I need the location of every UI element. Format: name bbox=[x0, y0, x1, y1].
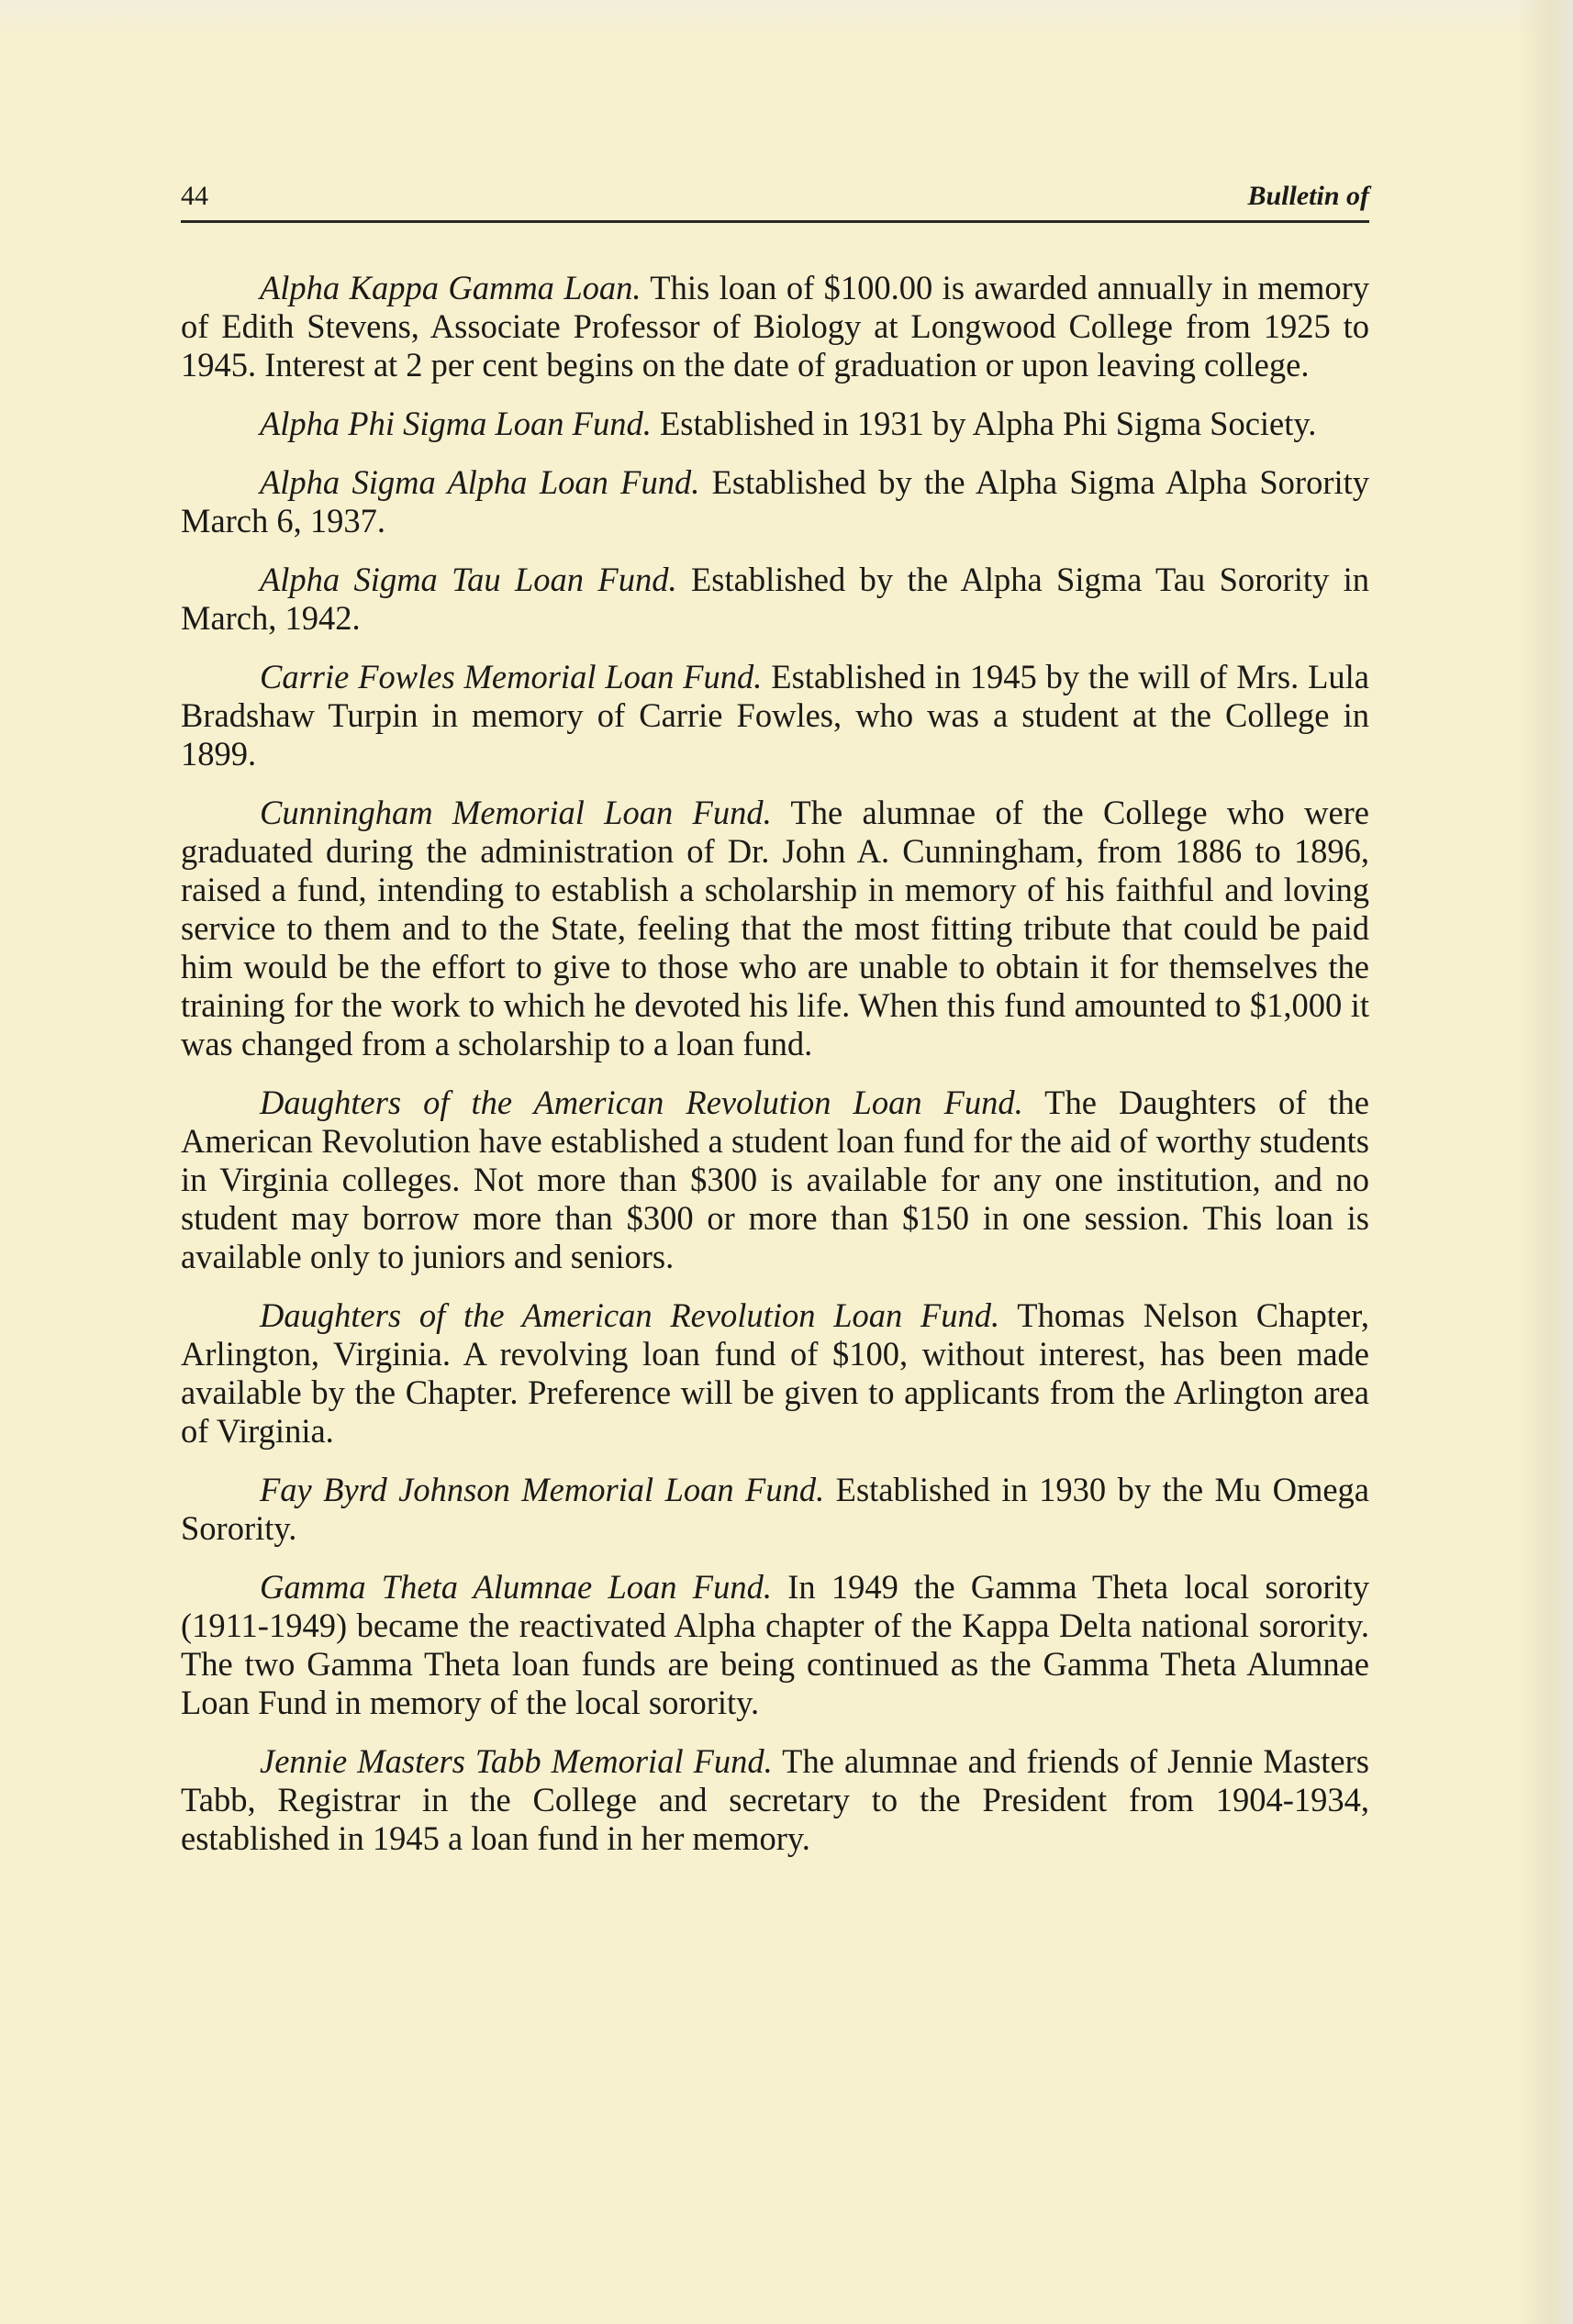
loan-entry bbox=[181, 1742, 1369, 1858]
entry-text: Established in 1931 by Alpha Phi Sigma Society. bbox=[659, 405, 1317, 442]
entry-text: The alumnae and friends of Jennie Masters Tabb, Registrar in the College and secretary to the President from 1904-1934, established in 1945 a loan fund in her memory. bbox=[181, 1742, 1369, 1857]
entry-text: This loan of $100.00 is awarded annually in memory of Edith Stevens, Associate Professor of Biology at Longwood College from 1925 to 1945. Interest at 2 per cent begins on the date of graduation or upon leaving college. bbox=[181, 269, 1369, 384]
entry-title: Alpha Kappa Gamma Loan. bbox=[260, 269, 641, 306]
entry-title: Gamma Theta Alumnae Loan Fund. bbox=[260, 1568, 772, 1606]
entry-text: Thomas Nelson Chapter, Arlington, Virginia. A revolving loan fund of $100, without interest, has been made available by the Chapter. Preference will be given to applicants from the Arlington area of Virginia. bbox=[181, 1296, 1369, 1450]
entry-text: In 1949 the Gamma Theta local sorority (1911-1949) became the reactivated Alpha chapter of the Kappa Delta national sorority. The two Gamma Theta loan funds are being continued as the Gamma Theta Alumnae Loan Fund in memory of the local sorority. bbox=[181, 1568, 1370, 1721]
entry-title: Cunningham Memorial Loan Fund. bbox=[260, 794, 772, 831]
entry-title: Alpha Phi Sigma Loan Fund. bbox=[260, 405, 652, 442]
entry-title: Carrie Fowles Memorial Loan Fund. bbox=[260, 658, 763, 695]
entry-title: Alpha Sigma Tau Loan Fund. bbox=[260, 561, 677, 598]
entry-text: Established in 1930 by the Mu Omega Sorority. bbox=[181, 1471, 1369, 1547]
entry-text: The alumnae of the College who were graduated during the administration of Dr. John A. Cunningham, from 1886 to 1896, raised a fund, intending to establish a scholarship in memory of his faithful and loving service to them and to the State, feeling that the most fitting tribute that could be paid him would be the effort to give to those who are unable to obtain it for themselves the training for the work to which he devoted his life. When this fund amounted to $1,000 it was changed from a scholarship to a loan fund. bbox=[181, 794, 1369, 1062]
entry-title: Daughters of the American Revolution Loan Fund. bbox=[260, 1296, 1000, 1334]
loan-entry bbox=[181, 1471, 1369, 1548]
page-right-edge-shadow bbox=[1518, 0, 1573, 2324]
entry-title: Jennie Masters Tabb Memorial Fund. bbox=[260, 1742, 773, 1780]
entry-title: Alpha Sigma Alpha Loan Fund. bbox=[260, 463, 700, 501]
loan-entry bbox=[181, 405, 1369, 443]
loan-entry bbox=[181, 269, 1369, 384]
entry-title: Fay Byrd Johnson Memorial Loan Fund. bbox=[260, 1471, 825, 1508]
entry-text: Established by the Alpha Sigma Tau Sorority in March, 1942. bbox=[181, 561, 1369, 637]
loan-entry bbox=[181, 794, 1369, 1063]
loan-entry bbox=[181, 463, 1369, 540]
entry-title: Daughters of the American Revolution Loan Fund. bbox=[260, 1084, 1023, 1121]
page-header bbox=[181, 174, 1369, 223]
loan-entry bbox=[181, 1084, 1369, 1276]
loan-entry bbox=[181, 658, 1369, 773]
loan-entry bbox=[181, 1296, 1369, 1451]
entry-text: Established by the Alpha Sigma Alpha Sorority March 6, 1937. bbox=[181, 463, 1370, 539]
page-number: 44 bbox=[181, 181, 208, 211]
entry-text: The Daughters of the American Revolution have established a student loan fund for the aid of worthy students in Virginia colleges. Not more than $300 is available for any one institution, and no student may borrow more than $300 or more than $150 in one session. This loan is available only to juniors and seniors. bbox=[181, 1084, 1369, 1275]
running-head: Bulletin of bbox=[1247, 181, 1369, 211]
page-body bbox=[181, 269, 1369, 1878]
loan-entry bbox=[181, 561, 1369, 638]
loan-entry bbox=[181, 1568, 1369, 1722]
entry-text: Established in 1945 by the will of Mrs. Lula Bradshaw Turpin in memory of Carrie Fowles, who was a student at the College in 1899. bbox=[181, 658, 1370, 773]
page-top-shadow bbox=[0, 0, 1573, 37]
